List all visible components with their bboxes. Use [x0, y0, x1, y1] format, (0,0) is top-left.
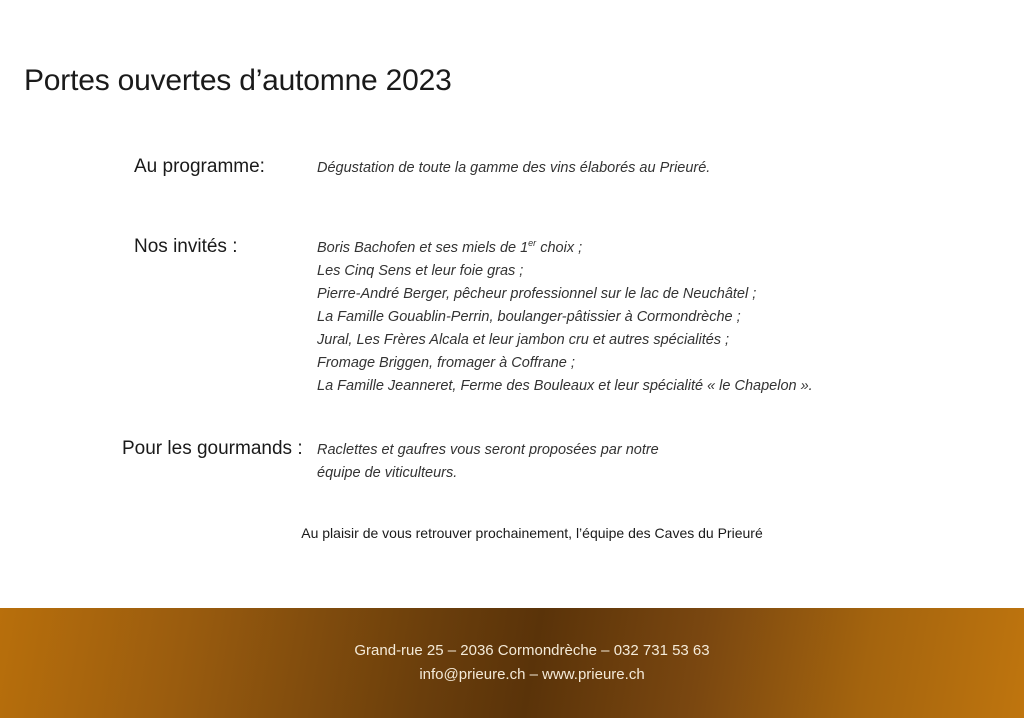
gourmands-label: Pour les gourmands : [122, 438, 303, 459]
gourmands-text [317, 439, 659, 485]
footer-address: Grand-rue 25 – 2036 Cormondrèche – 032 731 53 63 [354, 642, 710, 659]
programme-text [317, 157, 710, 180]
programme-label: Au programme: [134, 156, 265, 177]
invite-item-superscript: er [528, 238, 537, 248]
footer-contact: info@prieure.ch – www.prieure.ch [419, 666, 645, 683]
invite-item: La Famille Gouablin-Perrin, boulanger-pâtissier à Cormondrèche ; [317, 309, 741, 325]
invite-item: Fromage Briggen, fromager à Coffrane ; [317, 355, 575, 371]
gourmands-line: équipe de viticulteurs. [317, 465, 458, 481]
invite-item: La Famille Jeanneret, Ferme des Bouleaux et leur spécialité « le Chapelon ». [317, 378, 813, 394]
footer-banner [0, 608, 1024, 718]
invite-item-text: choix ; [536, 240, 583, 256]
invite-item: Jural, Les Frères Alcala et leur jambon cru et autres spécialités ; [317, 332, 730, 348]
invite-item [317, 237, 813, 260]
invites-label: Nos invités : [134, 236, 238, 257]
invite-item: Pierre-André Berger, pêcheur professionnel sur le lac de Neuchâtel ; [317, 286, 757, 302]
invite-item: Les Cinq Sens et leur foie gras ; [317, 263, 524, 279]
page-title: Portes ouvertes d’automne 2023 [24, 64, 452, 97]
invites-list [317, 237, 813, 398]
gourmands-line: Raclettes et gaufres vous seront proposées par notre [317, 442, 659, 458]
closing-message: Au plaisir de vous retrouver prochainement, l’équipe des Caves du Prieuré [301, 525, 763, 541]
programme-line: Dégustation de toute la gamme des vins élaborés au Prieuré. [317, 160, 711, 176]
invite-item-text: Boris Bachofen et ses miels de 1 [317, 240, 529, 256]
